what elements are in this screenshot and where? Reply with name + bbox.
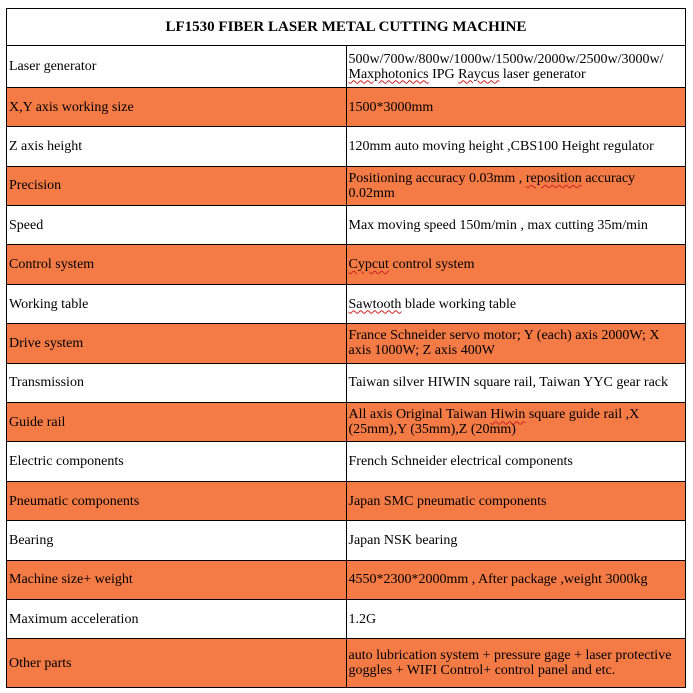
row-laser-generator: [7, 46, 686, 87]
row-label: Drive system: [7, 324, 347, 363]
row-value: Japan NSK bearing: [346, 521, 686, 560]
row-label: Laser generator: [7, 46, 347, 87]
row-pneumatic-components: [7, 481, 686, 520]
spec-table: [6, 8, 686, 688]
row-transmission: [7, 363, 686, 402]
row-label: Control system: [7, 245, 347, 284]
row-label: Z axis height: [7, 127, 347, 166]
row-value: 1.2G: [346, 600, 686, 639]
row-value: 120mm auto moving height ,CBS100 Height regulator: [346, 127, 686, 166]
row-value: Sawtooth blade working table: [346, 284, 686, 323]
table-title: LF1530 FIBER LASER METAL CUTTING MACHINE: [7, 9, 686, 46]
row-machine-size-weight: [7, 560, 686, 599]
row-control-system: [7, 245, 686, 284]
row-value: Max moving speed 150m/min , max cutting 35m/min: [346, 206, 686, 245]
row-label: Machine size+ weight: [7, 560, 347, 599]
row-value: auto lubrication system + pressure gage + laser protective goggles + WIFI Control+ control panel and etc.: [346, 639, 686, 688]
row-guide-rail: [7, 403, 686, 442]
row-label: X,Y axis working size: [7, 87, 347, 126]
flagged-word: Hiwin: [490, 407, 526, 423]
flagged-word: reposition: [525, 170, 582, 186]
row-label: Other parts: [7, 639, 347, 688]
row-label: Bearing: [7, 521, 347, 560]
row-value: 1500*3000mm: [346, 87, 686, 126]
row-label: Speed: [7, 206, 347, 245]
row-bearing: [7, 521, 686, 560]
row-label: Transmission: [7, 363, 347, 402]
flagged-word: Raycus: [458, 66, 500, 82]
row-value: All axis Original Taiwan Hiwin square guide rail ,X (25mm),Y (35mm),Z (20mm): [346, 403, 686, 442]
row-label: Working table: [7, 284, 347, 323]
row-speed: [7, 206, 686, 245]
flagged-word: Cypcut: [348, 257, 389, 273]
row-value: Cypcut control system: [346, 245, 686, 284]
row-z-axis-height: [7, 127, 686, 166]
row-label: Guide rail: [7, 403, 347, 442]
row-value: Positioning accuracy 0.03mm , reposition accuracy 0.02mm: [346, 166, 686, 205]
flagged-word: Sawtooth: [348, 296, 402, 312]
row-precision: [7, 166, 686, 205]
row-working-size: [7, 87, 686, 126]
row-value: France Schneider servo motor; Y (each) axis 2000W; X axis 1000W; Z axis 400W: [346, 324, 686, 363]
row-label: Precision: [7, 166, 347, 205]
row-label: Pneumatic components: [7, 481, 347, 520]
flagged-word: Maxphotonics: [348, 66, 429, 82]
row-electric-components: [7, 442, 686, 481]
row-label: Maximum acceleration: [7, 600, 347, 639]
title-row: [7, 9, 686, 46]
row-drive-system: [7, 324, 686, 363]
row-value: Japan SMC pneumatic components: [346, 481, 686, 520]
row-value: 4550*2300*2000mm , After package ,weight 3000kg: [346, 560, 686, 599]
row-other-parts: [7, 639, 686, 688]
row-value: French Schneider electrical components: [346, 442, 686, 481]
row-working-table: [7, 284, 686, 323]
row-value: Taiwan silver HIWIN square rail, Taiwan YYC gear rack: [346, 363, 686, 402]
row-value: 500w/700w/800w/1000w/1500w/2000w/2500w/3000w/ Maxphotonics IPG Raycus laser generator: [346, 46, 686, 87]
row-label: Electric components: [7, 442, 347, 481]
row-max-acceleration: [7, 600, 686, 639]
